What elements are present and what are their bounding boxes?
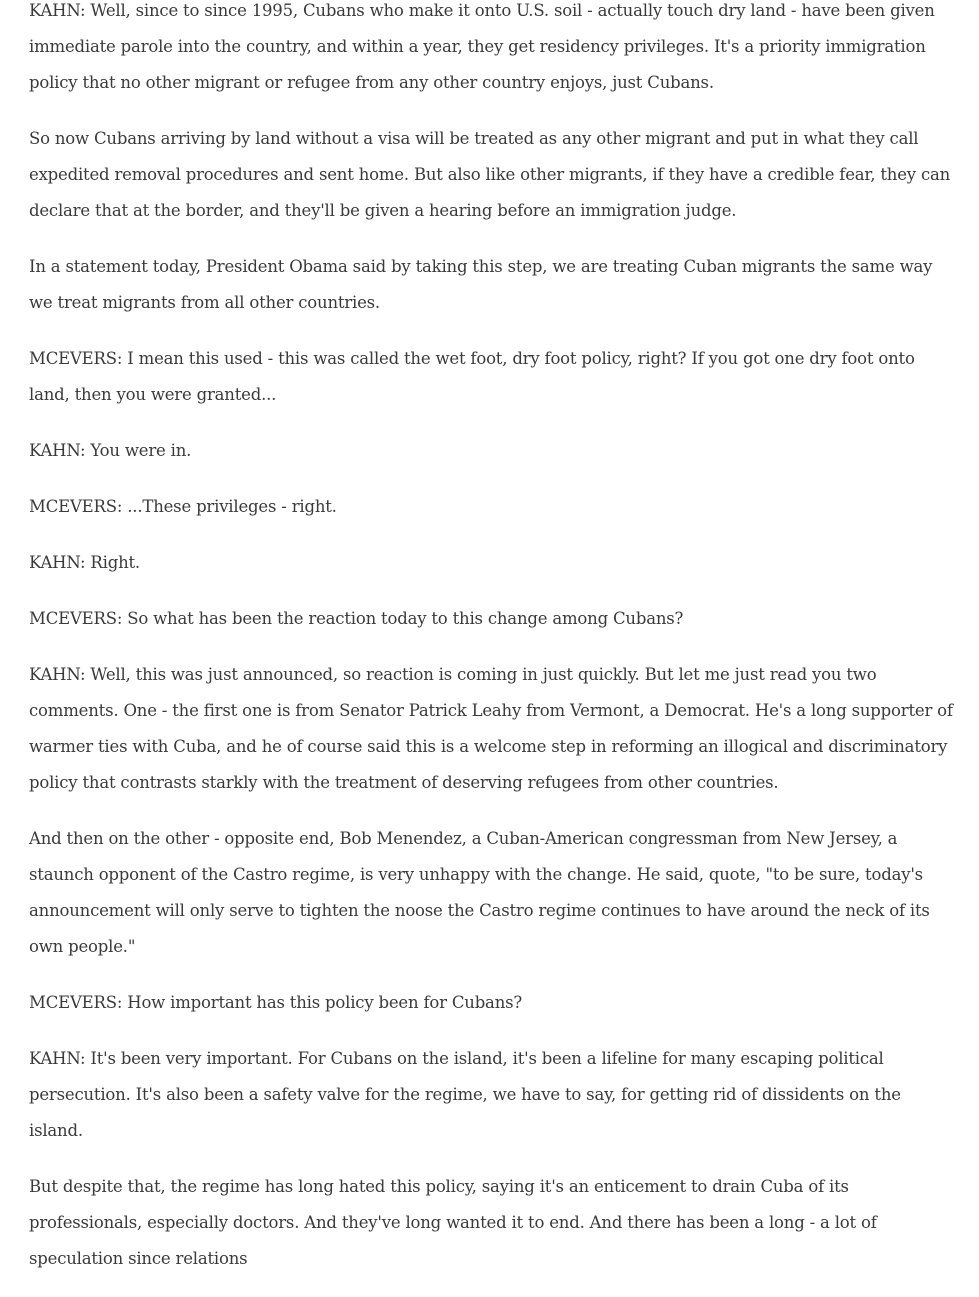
transcript-paragraph: In a statement today, President Obama said by taking this step, we are treating Cuban migrants the same way we treat migrants from all other countries.: [29, 257, 933, 312]
transcript-paragraph: KAHN: It's been very important. For Cubans on the island, it's been a lifeline for many escaping political persecution. It's also been a safety valve for the regime, we have to say, for getting rid of dissidents on the island.: [29, 1049, 901, 1140]
transcript-paragraph: MCEVERS: How important has this policy been for Cubans?: [29, 993, 523, 1012]
transcript-paragraph: But despite that, the regime has long hated this policy, saying it's an enticement to drain Cuba of its professionals, especially doctors. And they've long wanted it to end. And there has been a long - a lot of speculation since relations: [29, 1177, 877, 1268]
transcript-paragraph: MCEVERS: So what has been the reaction today to this change among Cubans?: [29, 609, 684, 628]
transcript-paragraph: KAHN: You were in.: [29, 441, 192, 460]
transcript-paragraph: KAHN: Well, this was just announced, so reaction is coming in just quickly. But let me just read you two comments. One - the first one is from Senator Patrick Leahy from Vermont, a Democrat. He's a long supporter of warmer ties with Cuba, and he of course said this is a welcome step in reforming an illogical and discriminatory policy that contrasts starkly with the treatment of deserving refugees from other countries.: [29, 665, 953, 792]
transcript-body: [29, 0, 954, 1297]
transcript-paragraph: So now Cubans arriving by land without a visa will be treated as any other migrant and put in what they call expedited removal procedures and sent home. But also like other migrants, if they have a credible fear, they can declare that at the border, and they'll be given a hearing before an immigration judge.: [29, 129, 951, 220]
transcript-paragraph: And then on the other - opposite end, Bob Menendez, a Cuban-American congressman from New Jersey, a staunch opponent of the Castro regime, is very unhappy with the change. He said, quote, "to be sure, today's announcement will only serve to tighten the noose the Castro regime continues to have around the neck of its own people.": [29, 829, 930, 956]
transcript-paragraph: KAHN: Right.: [29, 553, 140, 572]
transcript-paragraph: MCEVERS: I mean this used - this was called the wet foot, dry foot policy, right? If you got one dry foot onto land, then you were granted...: [29, 349, 915, 404]
transcript-paragraph: MCEVERS: ...These privileges - right.: [29, 497, 337, 516]
transcript-paragraph: KAHN: Well, since to since 1995, Cubans who make it onto U.S. soil - actually touch dry land - have been given immediate parole into the country, and within a year, they get residency privileges. It's a priority immigration policy that no other migrant or refugee from any other country enjoys, just Cubans.: [29, 1, 935, 92]
